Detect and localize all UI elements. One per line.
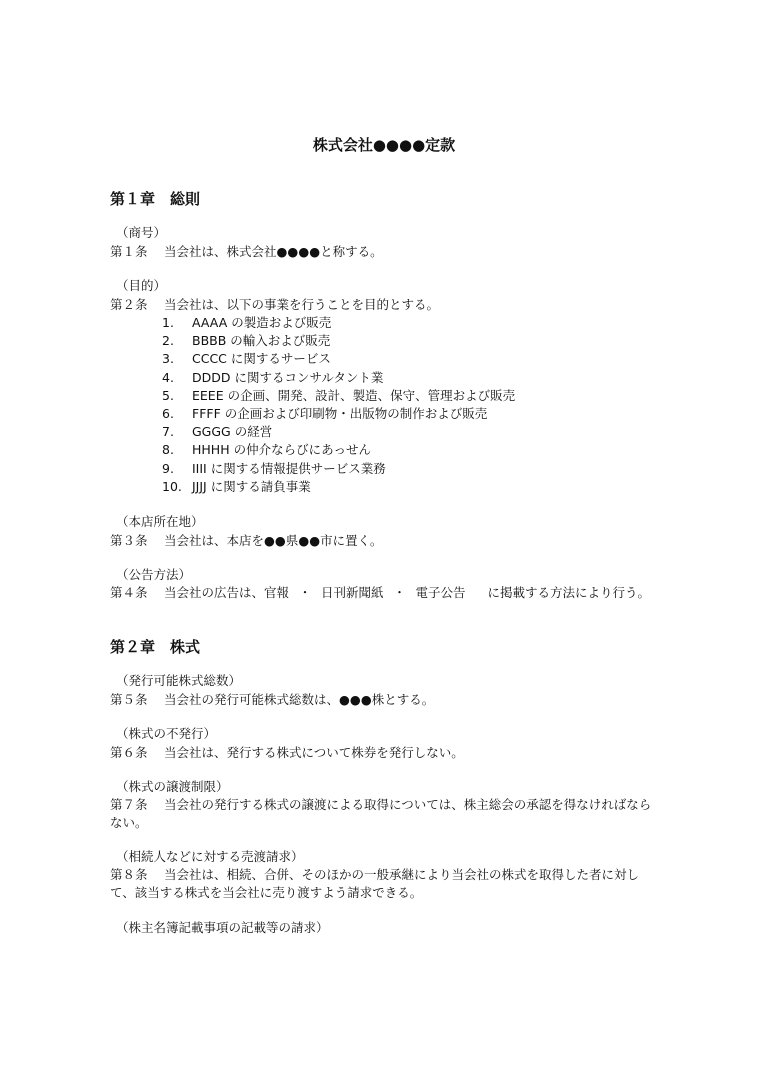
list-item-text: AAAA の製造および販売 — [192, 315, 332, 330]
list-item-text: DDDD に関するコンサルタント業 — [192, 369, 384, 385]
list-item — [162, 387, 515, 405]
list-item-text: CCCC に関するサービス — [192, 351, 331, 367]
article-2-text: 当会社は、以下の事業を行うことを目的とする。 — [164, 297, 440, 312]
article-4-number: 第４条 — [110, 585, 148, 600]
list-item-text: EEEE の企画、開発、設計、製造、保守、管理および販売 — [192, 387, 516, 403]
list-item-number: 4. — [162, 369, 174, 385]
article-5-heading: （発行可能株式総数） — [116, 673, 242, 688]
list-item — [162, 460, 515, 478]
list-item — [162, 478, 515, 496]
article-4-separator: ・ — [393, 585, 406, 600]
document-title: 株式会社●●●●定款 — [312, 136, 456, 154]
list-item — [162, 332, 515, 350]
list-item — [162, 423, 515, 441]
article-9-heading: （株主名簿記載事項の記載等の請求） — [116, 920, 329, 935]
article-3-text: 当会社は、本店を●●県●●市に置く。 — [164, 533, 383, 548]
article-1-text: 当会社は、株式会社●●●●と称する。 — [164, 244, 383, 259]
article-3 — [110, 532, 660, 550]
list-item-text: IIII に関する情報提供サービス業務 — [192, 460, 386, 476]
list-item-text: FFFF の企画および印刷物・出版物の制作および販売 — [192, 406, 488, 422]
article-7-number: 第７条 — [110, 797, 148, 812]
article-4-option-newspaper: 日刊新聞紙 — [321, 585, 384, 600]
list-item-text: JJJJ に関する請負事業 — [192, 478, 311, 494]
article-7-text: 当会社の発行する株式の譲渡による取得については、株主総会の承認を得なければならない。 — [110, 797, 652, 830]
article-6-text: 当会社は、発行する株式について株券を発行しない。 — [164, 745, 464, 760]
list-item — [162, 441, 515, 459]
list-item-number: 2. — [162, 333, 174, 349]
list-item-number: 7. — [162, 424, 174, 440]
article-8-text: 当会社は、相続、合併、そのほかの一般承継により当会社の株式を取得した者に対して、該当する株式を当会社に売り渡すよう請求できる。 — [110, 867, 640, 900]
business-purpose-list — [162, 314, 515, 496]
list-item-number: 9. — [162, 460, 174, 476]
article-8-number: 第８条 — [110, 867, 148, 882]
list-item-text: GGGG の経営 — [192, 424, 273, 440]
article-6 — [110, 744, 660, 762]
list-item-number: 6. — [162, 406, 174, 422]
article-3-number: 第３条 — [110, 533, 148, 548]
list-item — [162, 314, 515, 332]
chapter-1-title: 第１章 総則 — [110, 190, 201, 208]
list-item — [162, 350, 515, 368]
article-6-number: 第６条 — [110, 745, 148, 760]
article-1-heading: （商号） — [116, 225, 167, 240]
article-2 — [110, 296, 660, 314]
article-4-text-after: に掲載する方法により行う。 — [487, 585, 651, 600]
list-item-number: 10. — [162, 478, 182, 494]
list-item-number: 8. — [162, 442, 174, 458]
article-4-text-before: 当会社の広告は、官報 — [164, 585, 290, 600]
list-item-text: HHHH の仲介ならびにあっせん — [192, 442, 371, 458]
article-6-heading: （株式の不発行） — [116, 726, 217, 741]
article-7-heading: （株式の譲渡制限） — [116, 779, 229, 794]
article-1-number: 第１条 — [110, 244, 148, 259]
article-7 — [110, 796, 660, 832]
list-item-number: 5. — [162, 387, 174, 403]
article-4-heading: （公告方法） — [116, 567, 192, 582]
article-4-separator: ・ — [298, 585, 312, 600]
article-5 — [110, 691, 660, 709]
chapter-2-title: 第２章 株式 — [110, 638, 201, 656]
list-item-number: 1. — [162, 315, 174, 330]
article-2-heading: （目的） — [116, 278, 167, 293]
list-item — [162, 369, 515, 387]
list-item-text: BBBB の輸入および販売 — [192, 333, 331, 349]
article-1 — [110, 243, 660, 261]
article-2-number: 第２条 — [110, 297, 148, 312]
article-8 — [110, 866, 660, 902]
article-4 — [110, 584, 660, 602]
article-4-option-electronic: 電子公告 — [415, 585, 466, 600]
list-item — [162, 405, 515, 423]
list-item-number: 3. — [162, 351, 174, 367]
article-5-number: 第５条 — [110, 692, 148, 707]
article-8-heading: （相続人などに対する売渡請求） — [116, 849, 304, 864]
article-3-heading: （本店所在地） — [116, 514, 204, 529]
article-5-text: 当会社の発行可能株式総数は、●●●株とする。 — [164, 692, 435, 707]
